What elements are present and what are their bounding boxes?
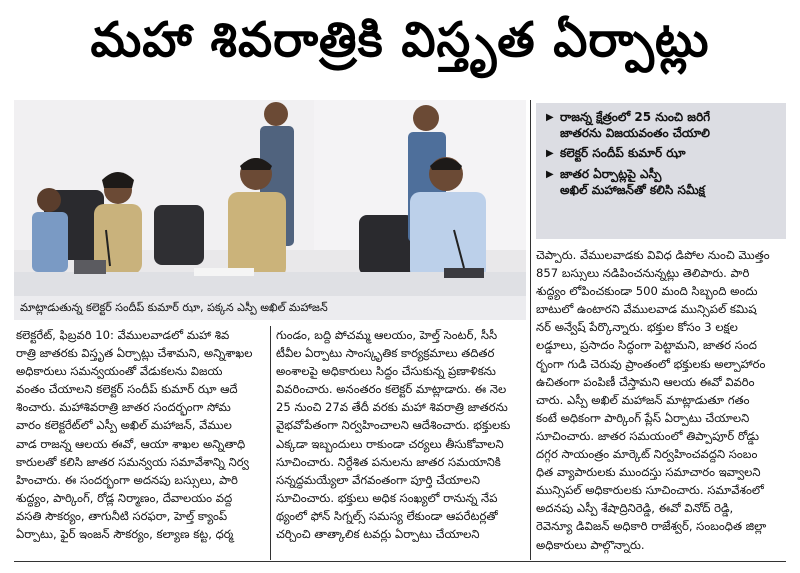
text-line: వసతి సౌకర్యం, తాగునీటి సరఫరా, హెల్త్ క్యాంప్ <box>16 508 228 523</box>
text-line: లడ్డూలు, ప్రసాదం సిద్ధంగా పెట్టామని, జాతర సంద <box>536 338 757 353</box>
text-line: ర్భంగా గుడి చెరువు ప్రాంతంలో భక్తులకు అల్పాహారం <box>536 356 766 371</box>
text-line: కలెక్టరేట్, ఫిబ్రవరి 10: వేములవాడలో మహా శివ <box>16 328 230 342</box>
text-line: హించారు. ఈ సందర్భంగా అదనపు బస్సులు, పారి <box>16 472 238 487</box>
text-line: రెవెన్యూ డివిజన్ అధికారి రాజేశ్వర్, సంబంధిత జిల్లా <box>536 519 767 534</box>
text-line: ఏర్పాటు, ఫైర్ ఇంజన్ సౌకర్యం, కల్యాణ కట్ట, ధర్మ <box>16 527 234 542</box>
press-photo <box>14 100 526 296</box>
highlight-line: అఖిల్ మహాజన్‌తో కలిసి సమీక్ష <box>560 183 705 197</box>
column-divider <box>530 100 531 560</box>
text-line: శుద్ధ్యం, పార్కింగ్, రోడ్ల నిర్మాణం, దేవాలయం వద్ద <box>16 490 233 505</box>
text-line: అధికారులు పాల్గొన్నారు. <box>536 537 645 552</box>
text-line: టీవీల ఏర్పాటు సాంస్కృతిక కార్యక్రమాలు తదితర <box>276 346 495 361</box>
highlight-item <box>546 166 778 198</box>
highlight-line: జాతర ఏర్పాట్లపై ఎస్పీ <box>560 167 662 181</box>
bottom-rule <box>14 561 786 562</box>
text-line: దగ్గర సాయంత్రం మార్కెట్ నిర్వహించవద్దని సంబం <box>536 447 758 462</box>
text-line: వంతం చేయాలని కలెక్టర్ సందీప్ కుమార్ ఝా ఆదే <box>16 382 238 397</box>
text-line: బాటులో ఉంటారని వేములవాడ మున్సిపల్ కమిష <box>536 302 757 317</box>
highlight-item <box>546 109 778 141</box>
triangle-bullet-icon: ▶ <box>546 169 554 180</box>
text-line: శించారు. మహాశివరాత్రి జాతర సందర్భంగా సోమ <box>16 400 231 415</box>
text-line: కారులతో కలిసి జాతర సమన్వయ సమావేశాన్ని నిర్వ <box>16 454 249 469</box>
text-line: చర్చించి తాత్కాలిక టవర్లు ఏర్పాటు చేయాలని <box>276 527 480 542</box>
text-line: గుండం, బద్ది పోచమ్మ ఆలయం, హెల్త్ సెంటర్, సీసీ <box>276 328 498 342</box>
highlight-line: రాజన్న క్షేత్రంలో 25 నుంచి జరిగే <box>560 110 711 124</box>
text-line: చెప్పారు. వేములవాడకు వివిధ డిపోల నుంచి మొత్తం <box>536 248 770 262</box>
article-column-1 <box>16 326 266 543</box>
highlight-line: జాతరను విజయవంతం చేయాలి <box>560 126 710 140</box>
text-line: వైభవోపేతంగా నిర్వహించాలని ఆదేశించారు. భక్తులకు <box>276 418 511 433</box>
article-column-3 <box>536 246 786 554</box>
text-line: అధికారులు సమన్వయంతో వేడుకలను విజయ <box>16 364 223 379</box>
photo-illustration <box>14 100 526 296</box>
highlight-item <box>546 145 778 162</box>
text-line: వివరించారు. అనంతరం కలెక్టర్ మాట్లాడారు. ఈ నెల <box>276 382 507 397</box>
text-line: అదనపు ఎస్పీ శేషాద్రినిరెడ్డి, ఈవో వినోద్ రెడ్డి, <box>536 501 734 516</box>
highlight-line: కలెక్టర్ సందీప్ కుమార్ ఝా <box>560 146 686 160</box>
text-line: మున్సిపల్ అధికారులకు సూచించారు. సమావేశంలో <box>536 483 764 498</box>
headline: మహా శివరాత్రికి విస్తృత ఏర్పాట్లు <box>90 12 710 68</box>
column-divider <box>270 326 271 560</box>
text-line: సూచించారు. జాతర సమయంలో తిప్పాపూర్ రోడ్డు <box>536 428 760 443</box>
triangle-bullet-icon: ▶ <box>546 148 554 159</box>
text-line: 25 నుంచి 27వ తేదీ వరకు మహా శివరాత్రి జాతరను <box>276 400 508 415</box>
text-line: రాత్రి జాతరకు విస్తృత ఏర్పాట్లు చేశామని, అన్నిశాఖల <box>16 346 253 361</box>
text-line: 857 బస్సులు నడిపించనున్నట్లు తెలిపారు. పారి <box>536 266 750 281</box>
triangle-bullet-icon: ▶ <box>546 112 554 123</box>
text-line: సూచించారు. నిర్దేశిత పనులను జాతర సమయానికి <box>276 454 501 469</box>
text-line: థ్యంలో ఫోన్ సిగ్నల్స్ సమస్య లేకుండా ఆపరేటర్లతో <box>276 508 498 523</box>
text-line: సూచించారు. భక్తులు అధిక సంఖ్యలో రానున్న నేప <box>276 490 498 505</box>
text-line: సన్నద్ధమయ్యేలా వేగవంతంగా పూర్తి చేయాలని <box>276 472 481 487</box>
text-line: నర్ అన్వేష్ పేర్కొన్నారు. భక్తుల కోసం 3 లక్షల <box>536 320 738 335</box>
text-line: ధిత వ్యాపారులకు ముందస్తు సమాచారం ఇవ్వాలని <box>536 465 761 480</box>
photo-caption: మాట్లాడుతున్న కలెక్టర్ సందీప్ కుమార్ ఝా, పక్కన ఎస్పీ అఖిల్ మహాజన్ <box>14 296 526 320</box>
text-line: కంటే అధికంగా పార్కింగ్ ప్లేస్ ఏర్పాటు చేయాలని <box>536 410 750 425</box>
text-line: వారం కలెక్టరేట్‌లో ఎస్పీ అఖిల్ మహాజన్, వేముల <box>16 418 232 433</box>
text-line: చారు. ఎస్పీ అఖిల్ మహాజన్ మాట్లాడుతూ గతం <box>536 392 750 407</box>
text-line: వాడ రాజన్న ఆలయ ఈవో, ఆయా శాఖల అన్నితాధి <box>16 436 246 451</box>
text-line: అంశాలపై అధికారులు సిద్ధం చేసుకున్న ప్రణాళికను <box>276 364 496 379</box>
highlights-box <box>536 103 786 239</box>
text-line: ఉచితంగా పంపిణీ చేస్తామని ఆలయ ఈవో వివరిం <box>536 374 755 389</box>
article-column-2 <box>276 326 526 543</box>
text-line: శుద్ధ్యం లోపించకుండా 500 మంది సిబ్బంది అందు <box>536 284 758 299</box>
text-line: ఎక్కడా ఇబ్బందులు రాకుండా చర్యలు తీసుకోవాలని <box>276 436 504 451</box>
